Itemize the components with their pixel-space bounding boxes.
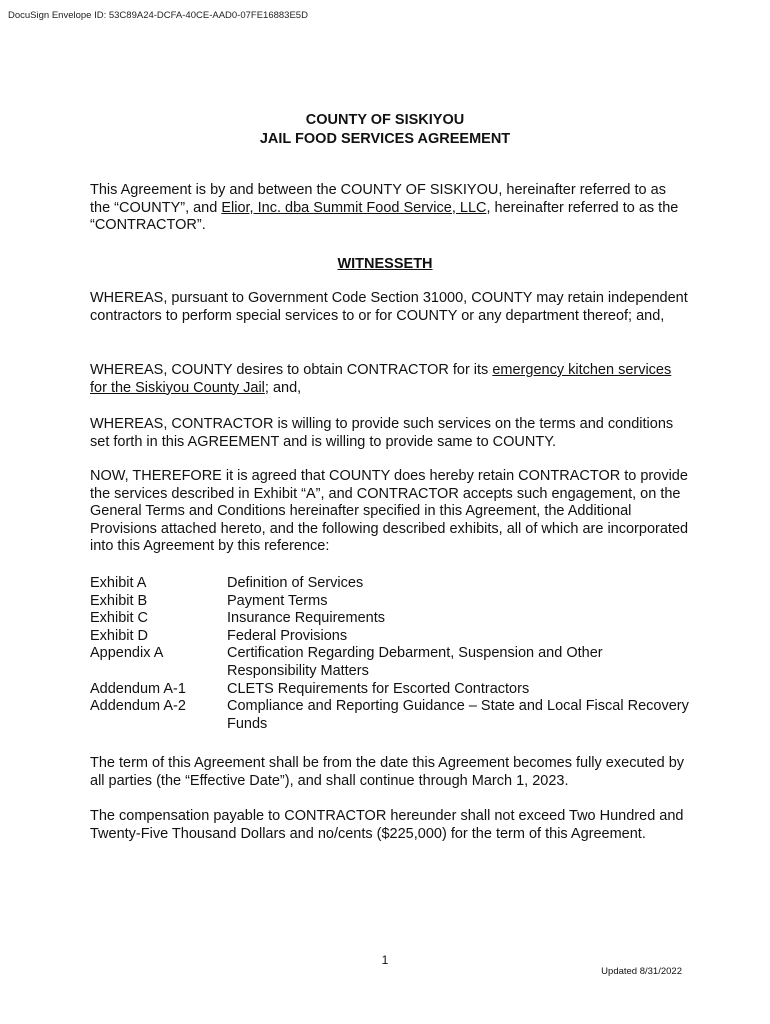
exhibit-row	[90, 681, 690, 699]
updated-date: Updated 8/31/2022	[601, 966, 682, 977]
exhibit-description: Payment Terms	[227, 592, 328, 609]
exhibit-row	[90, 628, 690, 646]
title-county: COUNTY OF SISKIYOU	[305, 112, 465, 128]
exhibit-label: Addendum A-2	[90, 698, 186, 715]
service-description: emergency kitchen services for the Siskiyou County Jail	[90, 362, 672, 396]
exhibit-description: Insurance Requirements	[227, 610, 385, 627]
whereas-paragraph-2	[90, 362, 690, 397]
docusign-envelope-id: DocuSign Envelope ID: 53C89A24-DCFA-40CE-AAD0-07FE16883E5D	[8, 10, 308, 21]
whereas-paragraph-1: WHEREAS, pursuant to Government Code Section 31000, COUNTY may retain independent contractors to perform special services to or for COUNTY or any department thereof; and,	[90, 290, 688, 324]
exhibit-row	[90, 645, 690, 680]
exhibit-row	[90, 593, 690, 611]
title-agreement: JAIL FOOD SERVICES AGREEMENT	[259, 131, 511, 147]
exhibit-label: Exhibit B	[90, 592, 148, 609]
exhibit-row	[90, 610, 690, 628]
exhibit-description: Federal Provisions	[227, 627, 348, 644]
now-therefore-paragraph: NOW, THEREFORE it is agreed that COUNTY does hereby retain CONTRACTOR to provide the services described in Exhibit “A”, and CONTRACTOR accepts such engagement, on the General Terms and Conditions hereinafter specified in this Agreement, the Additional Provisions attached hereto, and the following described exhibits, all of which are incorporated into this Agreement by this reference:	[90, 468, 689, 555]
witnesseth-heading: WITNESSETH	[337, 256, 433, 272]
whereas2-text-1: WHEREAS, COUNTY desires to obtain CONTRACTOR for its	[90, 362, 493, 378]
exhibit-label: Exhibit C	[90, 610, 149, 627]
page-number: 1	[381, 953, 389, 967]
intro-text-1: This Agreement is by and between the COUNTY OF SISKIYOU, hereinafter referred to as the “COUNTY”, and	[90, 182, 666, 216]
exhibit-label: Exhibit A	[90, 575, 147, 591]
intro-paragraph	[90, 182, 690, 235]
whereas-paragraph-3: WHEREAS, CONTRACTOR is willing to provide such services on the terms and conditions set forth in this AGREEMENT and is willing to provide same to COUNTY.	[90, 416, 674, 450]
term-paragraph: The term of this Agreement shall be from the date this Agreement becomes fully executed by all parties (the “Effective Date”), and shall continue through March 1, 2023.	[90, 755, 685, 789]
exhibit-description: CLETS Requirements for Escorted Contractors	[227, 680, 530, 697]
exhibits-list	[90, 575, 690, 733]
exhibit-label: Exhibit D	[90, 627, 149, 644]
exhibit-row	[90, 698, 690, 733]
exhibit-label: Appendix A	[90, 645, 164, 662]
exhibit-description: Certification Regarding Debarment, Suspension and Other Responsibility Matters	[227, 645, 603, 679]
contractor-name: Elior, Inc. dba Summit Food Service, LLC	[221, 199, 487, 216]
whereas2-text-2: ; and,	[264, 379, 302, 396]
exhibit-description: Definition of Services	[227, 575, 364, 591]
exhibit-row	[90, 575, 690, 593]
compensation-paragraph: The compensation payable to CONTRACTOR hereunder shall not exceed Two Hundred and Twenty-Five Thousand Dollars and no/cents ($225,000) for the term of this Agreement.	[90, 808, 684, 842]
exhibit-label: Addendum A-1	[90, 680, 186, 697]
intro-text-2: , hereinafter referred to as the “CONTRACTOR”.	[90, 199, 679, 234]
exhibit-description: Compliance and Reporting Guidance – State and Local Fiscal Recovery Funds	[227, 698, 689, 732]
